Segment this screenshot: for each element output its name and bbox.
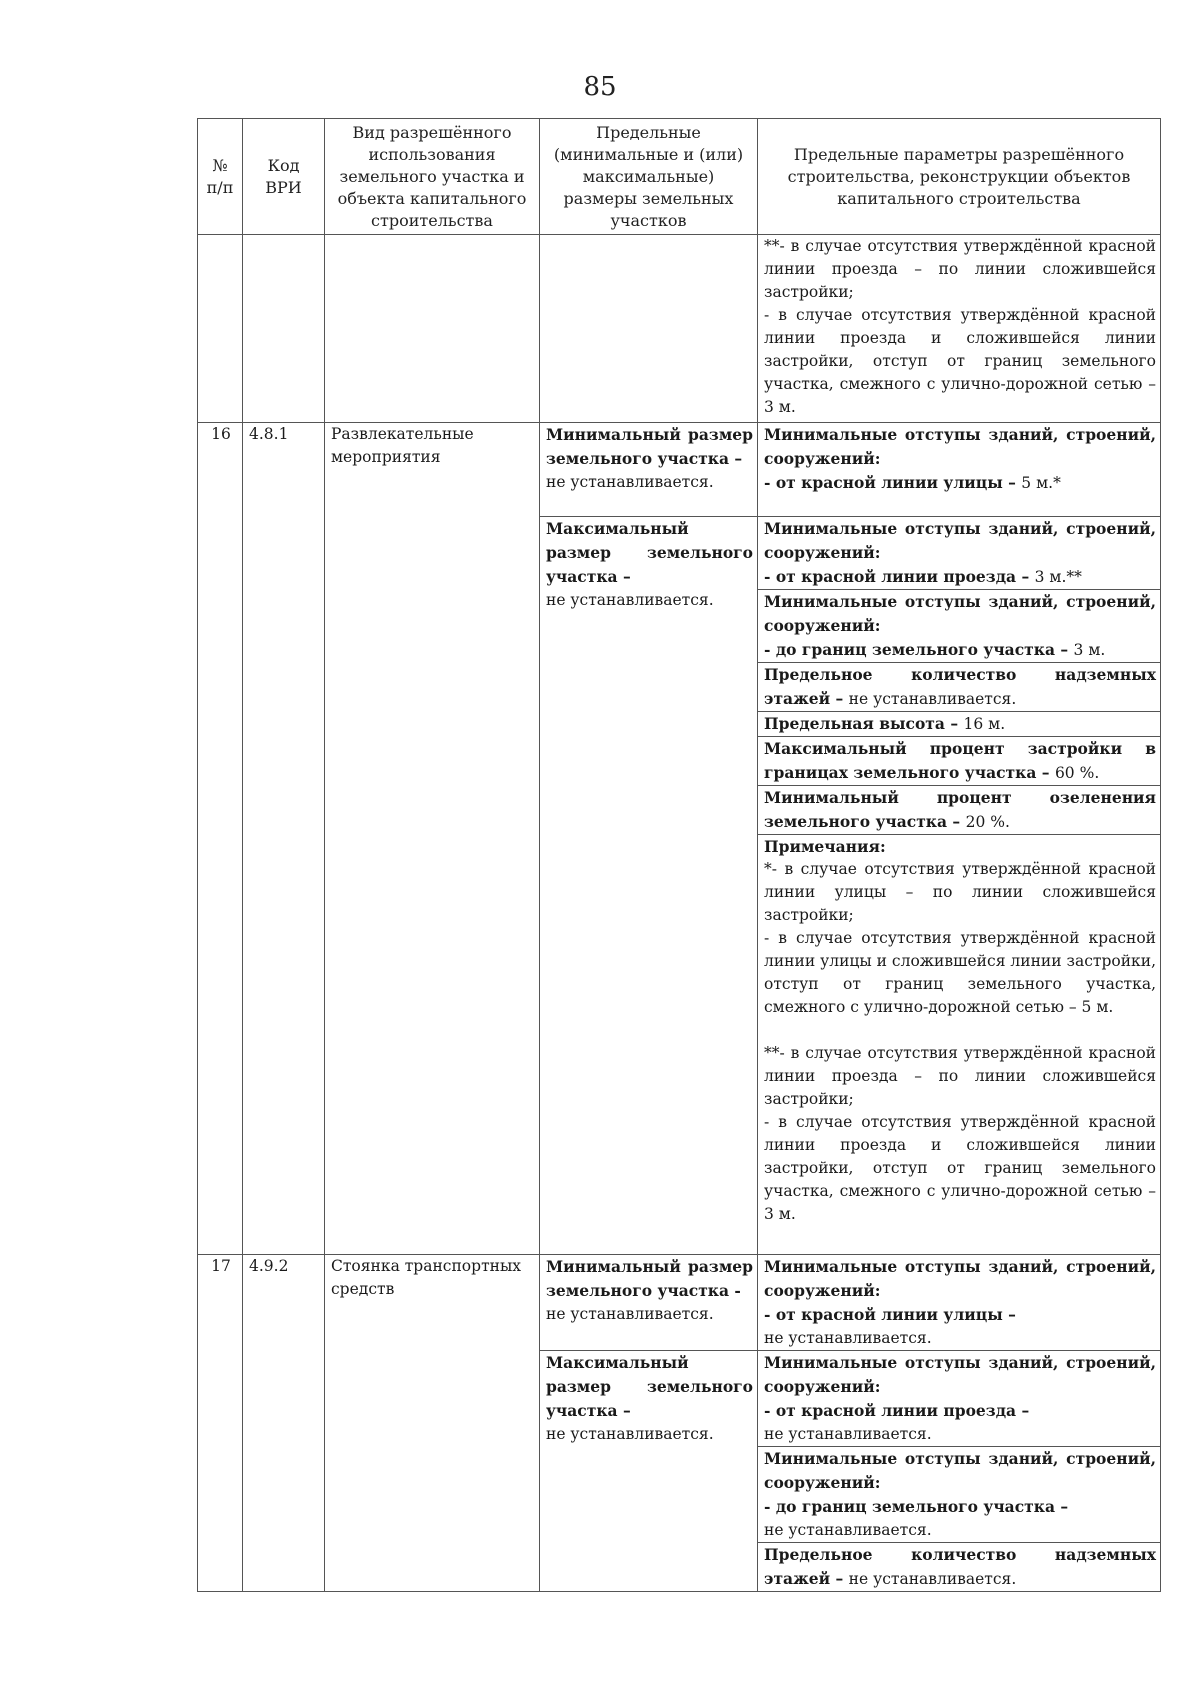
param-floors-cell [758,663,1161,712]
param-value: 5 м.* [1021,474,1061,492]
row-number: 16 [198,423,243,1255]
table-header-row [198,119,1161,235]
header-no: № п/п [198,119,243,235]
param-line: - от красной линии улицы – [764,473,1022,492]
max-size-cell [540,1351,758,1592]
param-line: - до границ земельного участка – [764,1497,1069,1516]
cell-use [325,235,540,423]
max-size-title: Максимальный размер земельного участка – [546,1353,753,1420]
param-street-cell [758,1255,1161,1351]
cell-notes-continued [758,235,1161,423]
row-code: 4.8.1 [243,423,325,1255]
header-params: Предельные параметры разрешённого строительства, реконструкции объектов капитального строительства [758,119,1161,235]
param-value: не устанавливается. [764,1329,932,1347]
max-size-value: не устанавливается. [546,591,714,609]
param-value: 20 %. [965,813,1010,831]
row-number: 17 [198,1255,243,1592]
min-size-title: Минимальный размер земельного участка - [546,1257,753,1300]
param-title: Минимальные отступы зданий, строений, сооружений: [764,519,1156,562]
max-size-title: Максимальный размер земельного участка – [546,519,753,586]
param-title: Минимальные отступы зданий, строений, сооружений: [764,1257,1156,1300]
param-road-cell [758,517,1161,590]
param-value: не устанавливается. [848,1570,1017,1588]
notes-cell [758,835,1161,1255]
note-paragraph: - в случае отсутствия утверждённой красной линии проезда и сложившейся линии застройки, отступ от границ земельного участка, смежного с улично-дорожной сетью – 3 м. [764,1113,1156,1223]
min-size-value: не устанавливается. [546,473,714,491]
land-use-table [197,118,1161,1592]
min-size-value: не устанавливается. [546,1305,714,1323]
header-use: Вид разрешённого использования земельного участка и объекта капитального строительства [325,119,540,235]
cell-no [198,235,243,423]
param-title: Предельная высота – [764,714,964,733]
param-title: Предельное количество надземных этажей – [764,1545,1156,1588]
note-paragraph: - в случае отсутствия утверждённой красной линии улицы и сложившейся линии застройки, отступ от границ земельного участка, смежного с улично-дорожной сетью – 5 м. [764,929,1156,1016]
param-title: Минимальные отступы зданий, строений, сооружений: [764,1449,1156,1492]
header-size: Предельные (минимальные и (или) максимальные) размеры земельных участков [540,119,758,235]
param-road-cell [758,1351,1161,1447]
min-size-title: Минимальный размер земельного участка – [546,425,753,468]
param-title: Предельное количество надземных этажей – [764,665,1156,708]
row-use: Развлекательные мероприятия [325,423,540,1255]
max-size-cell [540,517,758,1255]
param-value: не устанавливается. [764,1521,932,1539]
row-use: Стоянка транспортных средств [325,1255,540,1592]
min-size-cell [540,423,758,517]
table-row-16 [198,423,1161,517]
param-floors-cell [758,1543,1161,1592]
param-street-cell [758,423,1161,517]
param-value: 16 м. [963,715,1006,733]
param-title: Минимальные отступы зданий, строений, сооружений: [764,592,1156,635]
param-line: - от красной линии проезда – [764,1401,1030,1420]
header-code: Код ВРИ [243,119,325,235]
param-build-percent-cell [758,737,1161,786]
param-title: Минимальный процент озеленения земельного участка – [764,788,1156,831]
note-paragraph: - в случае отсутствия утверждённой красной линии проезда и сложившейся линии застройки, отступ от границ земельного участка, смежного с улично-дорожной сетью – 3 м. [764,306,1156,416]
param-value: 3 м.** [1034,568,1082,586]
min-size-cell [540,1255,758,1351]
param-title: Минимальные отступы зданий, строений, сооружений: [764,1353,1156,1396]
param-value: 60 %. [1054,764,1100,782]
param-green-percent-cell [758,786,1161,835]
param-line: - до границ земельного участка – [764,640,1074,659]
param-line: - от красной линии улицы – [764,1305,1016,1324]
param-line: - от красной линии проезда – [764,567,1035,586]
param-value: не устанавливается. [764,1425,932,1443]
param-border-cell [758,1447,1161,1543]
cell-size [540,235,758,423]
notes-title: Примечания: [764,837,886,856]
page-number: 85 [583,72,617,102]
note-paragraph: **- в случае отсутствия утверждённой красной линии проезда – по линии сложившейся застройки; [764,1044,1156,1108]
cell-code [243,235,325,423]
param-title: Минимальные отступы зданий, строений, сооружений: [764,425,1156,468]
note-paragraph: *- в случае отсутствия утверждённой красной линии улицы – по линии сложившейся застройки; [764,860,1156,924]
max-size-value: не устанавливается. [546,1425,714,1443]
param-height-cell [758,712,1161,737]
table-row-17 [198,1255,1161,1351]
param-value: не устанавливается. [848,690,1017,708]
note-spacer [764,1019,1156,1042]
param-border-cell [758,590,1161,663]
row-code: 4.9.2 [243,1255,325,1592]
param-value: 3 м. [1073,641,1106,659]
table-row-continued [198,235,1161,423]
param-title: Максимальный процент застройки в границах земельного участка – [764,739,1156,782]
note-paragraph: **- в случае отсутствия утверждённой красной линии проезда – по линии сложившейся застройки; [764,237,1156,301]
